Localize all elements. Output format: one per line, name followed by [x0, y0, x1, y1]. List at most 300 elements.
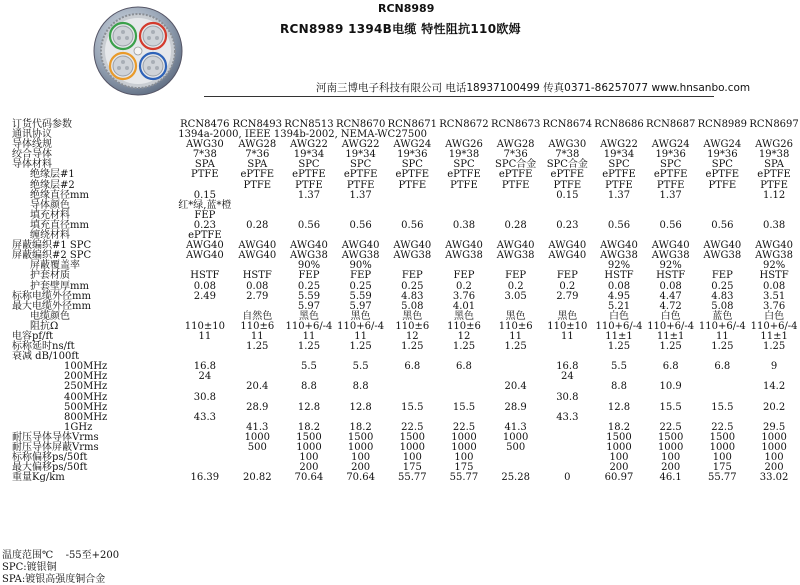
table-cell: 0 — [564, 472, 571, 484]
row-label: 填充材料 — [30, 209, 70, 221]
table-row — [12, 403, 800, 413]
table-cell: SPC — [608, 159, 630, 171]
table-cell: AWG24 — [393, 139, 432, 151]
row-label: 屏蔽覆盖率 — [30, 260, 80, 272]
table-cell: AWG26 — [445, 139, 483, 151]
table-cell: AWG38 — [755, 250, 793, 262]
table-cell: SPC — [401, 159, 423, 171]
table-cell: 110±10 — [184, 320, 225, 332]
table-row — [12, 201, 800, 211]
table-cell: PTFE — [243, 179, 272, 191]
table-cell — [386, 201, 438, 211]
table-cell: 29.5 — [762, 421, 786, 433]
table-cell: 33.02 — [759, 472, 789, 484]
table-cell — [645, 201, 697, 211]
row-label: 导体线规 — [12, 139, 52, 151]
table-cell: AWG40 — [238, 250, 277, 262]
table-cell: 0.15 — [556, 189, 579, 201]
table-cell: 白色 — [660, 310, 681, 322]
table-cell: HSTF — [190, 270, 220, 282]
table-cell: FEP — [453, 270, 475, 282]
table-cell: AWG40 — [341, 240, 380, 252]
table-cell — [386, 191, 438, 201]
table-cell: 11 — [560, 330, 574, 342]
table-cell: 2.79 — [556, 290, 579, 302]
table-cell: 5.08 — [401, 300, 424, 312]
table-cell: 200 — [299, 462, 319, 474]
row-label: 绝缘直径mm — [30, 189, 89, 201]
table-cell: 0.23 — [193, 219, 216, 231]
table-cell: 6.8 — [404, 361, 421, 373]
table-cell — [386, 372, 438, 382]
table-cell: ePTFE — [240, 169, 275, 181]
table-cell: 1.25 — [659, 341, 682, 353]
table-cell: PTFE — [501, 179, 530, 191]
table-cell: 110±10 — [547, 320, 588, 332]
table-cell: 15.5 — [401, 401, 424, 413]
table-cell: 3.51 — [762, 290, 786, 302]
table-cell: 4.72 — [659, 300, 682, 312]
header-divider — [204, 96, 714, 97]
table-row — [12, 362, 800, 372]
table-cell: ePTFE — [653, 169, 688, 181]
table-cell: 1.25 — [711, 341, 734, 353]
table-cell: 92% — [607, 260, 631, 272]
table-cell — [178, 423, 231, 433]
table-cell: 20.82 — [242, 472, 272, 484]
table-cell: ePTFE — [447, 169, 481, 181]
row-label: 800MHz — [64, 411, 108, 423]
table-cell: 100 — [661, 452, 681, 464]
table-cell: AWG38 — [703, 250, 742, 262]
table-cell: HSTF — [656, 270, 686, 282]
table-cell: PTFE — [656, 179, 685, 191]
table-cell: 0.08 — [607, 280, 631, 292]
table-cell: 16.8 — [556, 361, 579, 373]
table-cell: 0.56 — [349, 219, 372, 231]
table-cell: PTFE — [760, 179, 788, 191]
table-cell: FEP — [350, 270, 372, 282]
table-cell: 7*36 — [503, 149, 528, 161]
table-cell: 1.25 — [452, 341, 476, 353]
table-cell: 28.9 — [504, 401, 527, 413]
product-code: RCN8989 — [378, 2, 435, 15]
table-cell: AWG40 — [548, 250, 587, 262]
table-cell: 25.28 — [501, 472, 530, 484]
table-cell: 110+6/-4 — [647, 320, 695, 332]
table-cell: 92% — [659, 260, 682, 272]
table-cell: AWG40 — [548, 240, 587, 252]
table-cell: 1.37 — [297, 189, 321, 201]
table-cell: 55.77 — [397, 472, 427, 484]
table-cell: 0.25 — [297, 280, 321, 292]
table-cell: FEP — [505, 270, 527, 282]
table-cell: ePTFE — [292, 169, 326, 181]
table-cell: 1000 — [502, 431, 529, 443]
table-row — [12, 221, 800, 231]
table-cell: 41.3 — [504, 421, 527, 433]
note-spa: SPA:镀银高强度铜合金 — [2, 574, 106, 585]
table-cell: ePTFE — [188, 230, 222, 242]
table-cell: 蓝色 — [712, 310, 733, 322]
table-cell: 19*34 — [603, 149, 635, 161]
table-cell: 5.97 — [349, 300, 372, 312]
row-label: 1GHz — [64, 421, 93, 433]
table-cell: 110+6/-4 — [337, 320, 385, 332]
row-label: 电容pf/ft — [12, 330, 54, 342]
table-cell: 2.79 — [246, 290, 269, 302]
table-cell: AWG38 — [600, 250, 638, 262]
table-cell: AWG40 — [703, 240, 742, 252]
table-cell: 5.97 — [297, 300, 321, 312]
table-cell: 30.8 — [556, 391, 579, 403]
table-cell: AWG28 — [238, 139, 277, 151]
table-cell: AWG30 — [185, 139, 224, 151]
table-cell: 0.2 — [456, 280, 472, 292]
temperature-value: -55至+200 — [65, 550, 120, 561]
table-cell: 22.5 — [401, 421, 424, 433]
table-cell: SPC — [298, 159, 320, 171]
table-cell: 1500 — [606, 431, 632, 443]
table-cell: 4.47 — [659, 290, 682, 302]
table-cell: 90% — [297, 260, 321, 272]
table-cell: 4.83 — [401, 290, 424, 302]
table-row — [12, 382, 800, 392]
table-cell: 22.5 — [711, 421, 734, 433]
table-cell: 7*38 — [192, 149, 217, 161]
table-cell: AWG38 — [445, 250, 483, 262]
table-row — [12, 181, 800, 191]
table-cell: 0.08 — [193, 280, 216, 292]
table-cell: 8.8 — [301, 381, 317, 393]
table-cell: RCN8989 — [697, 119, 748, 130]
table-cell: AWG24 — [651, 139, 690, 151]
table-cell: 0.28 — [504, 219, 527, 231]
table-cell: RCN8476 — [180, 119, 230, 130]
table-row — [12, 372, 800, 382]
table-cell: 20.4 — [246, 381, 269, 393]
table-row — [12, 473, 800, 483]
table-cell: AWG40 — [185, 250, 224, 262]
table-cell: AWG40 — [290, 240, 328, 252]
table-cell: 1000 — [244, 431, 271, 443]
table-cell: 70.64 — [294, 472, 324, 484]
table-cell: AWG30 — [548, 139, 587, 151]
table-cell: 19*36 — [397, 149, 428, 161]
table-cell: 200 — [661, 462, 681, 474]
table-cell: 22.5 — [659, 421, 682, 433]
table-cell: 19*38 — [448, 149, 480, 161]
table-cell — [178, 453, 231, 463]
table-cell: SPA — [247, 159, 268, 171]
table-cell — [541, 423, 593, 433]
table-cell: 11 — [198, 330, 212, 342]
table-cell: 1.25 — [246, 341, 269, 353]
table-cell: 1000 — [451, 431, 477, 443]
pair-blue — [140, 53, 166, 79]
spec-table — [12, 120, 800, 483]
table-cell: 19*34 — [293, 149, 325, 161]
table-cell — [386, 382, 438, 392]
table-cell: 19*38 — [758, 149, 790, 161]
table-cell: 1.25 — [297, 341, 321, 353]
table-cell: 1500 — [709, 431, 736, 443]
table-cell — [697, 372, 749, 382]
table-cell: PTFE — [191, 169, 219, 181]
table-cell: 1000 — [709, 442, 736, 453]
table-cell — [490, 362, 542, 372]
table-cell — [438, 191, 490, 201]
table-cell: 20.4 — [504, 381, 527, 393]
table-cell: 0.56 — [711, 219, 734, 231]
table-cell: HSTF — [759, 270, 789, 282]
table-cell — [231, 453, 283, 463]
temperature-label: 温度范围℃ — [2, 550, 54, 561]
table-cell: 1000 — [761, 442, 787, 453]
table-cell: PTFE — [398, 179, 427, 191]
table-cell: 9 — [770, 361, 778, 373]
table-cell: AWG40 — [185, 240, 224, 252]
table-cell: 2.49 — [193, 290, 216, 302]
table-cell — [541, 201, 593, 211]
row-label: 400MHz — [64, 391, 108, 403]
table-cell: 0.08 — [246, 280, 269, 292]
table-cell — [438, 201, 490, 211]
table-cell: RCN8687 — [645, 119, 696, 130]
table-cell: 4.01 — [452, 300, 476, 312]
note-spc: SPC:镀银铜 — [2, 562, 57, 573]
table-cell: RCN8674 — [542, 119, 593, 130]
row-label: 标称延时ns/ft — [12, 341, 75, 353]
table-cell: 1000 — [657, 442, 684, 453]
table-cell: 1.37 — [659, 189, 682, 201]
row-label: 屏蔽编织#1 SPC — [12, 240, 92, 252]
table-cell: 4.83 — [711, 290, 734, 302]
table-cell: AWG38 — [651, 250, 690, 262]
row-label: 250MHz — [64, 381, 108, 393]
table-cell: AWG40 — [238, 240, 277, 252]
table-cell: 1000 — [451, 442, 477, 453]
table-cell — [178, 443, 231, 453]
table-cell: 175 — [454, 462, 474, 474]
table-cell: AWG40 — [600, 240, 638, 252]
table-cell: 200 — [609, 462, 629, 474]
table-cell: 7*36 — [245, 149, 270, 161]
table-cell: 0.08 — [659, 280, 682, 292]
pair-green — [110, 23, 136, 49]
table-cell: 92% — [762, 260, 786, 272]
table-cell: AWG24 — [703, 139, 742, 151]
table-cell — [697, 382, 749, 392]
row-label: 电缆颜色 — [30, 310, 70, 322]
table-cell: 15.5 — [659, 401, 682, 413]
table-cell: 0.25 — [711, 280, 734, 292]
pair-orange — [110, 53, 136, 79]
table-cell: AWG40 — [445, 240, 483, 252]
table-cell: 1.25 — [762, 341, 786, 353]
row-label: 阻抗Ω — [30, 320, 59, 332]
table-cell — [748, 201, 800, 211]
table-cell: AWG22 — [341, 139, 380, 151]
table-cell: 200 — [764, 462, 784, 474]
table-cell: ePTFE — [395, 169, 430, 181]
row-label: 最大电缆外径mm — [12, 300, 91, 312]
row-label: 绞合导体 — [12, 149, 52, 161]
table-cell: 白色 — [764, 310, 785, 322]
table-cell: AWG26 — [755, 139, 793, 151]
table-cell: PTFE — [605, 179, 633, 191]
table-cell: 3.76 — [762, 300, 786, 312]
table-cell: 500 — [506, 442, 526, 453]
table-cell: RCN8697 — [749, 119, 799, 130]
table-cell — [541, 342, 593, 352]
table-cell: 12.8 — [607, 401, 631, 413]
row-label: 100MHz — [64, 361, 108, 373]
table-cell: 110±6 — [447, 320, 481, 332]
table-cell: RCN8673 — [490, 119, 541, 130]
table-cell — [283, 201, 335, 211]
table-cell: 5.5 — [352, 361, 369, 373]
table-cell: 43.3 — [193, 411, 216, 423]
table-cell: HSTF — [604, 270, 634, 282]
table-cell: 110+6/-4 — [698, 320, 746, 332]
table-cell: 4.95 — [607, 290, 631, 302]
table-cell: AWG40 — [496, 240, 535, 252]
table-cell: RCN8513 — [284, 119, 334, 130]
table-cell: 24 — [198, 371, 212, 383]
table-cell: 黑色 — [505, 310, 526, 322]
table-cell: 43.3 — [556, 411, 579, 423]
table-cell: 55.77 — [449, 472, 479, 484]
table-cell: 15.5 — [452, 401, 476, 413]
table-cell: 110+6/-4 — [285, 320, 333, 332]
table-cell: 1000 — [296, 442, 322, 453]
table-cell — [178, 302, 231, 312]
table-cell: ePTFE — [498, 169, 533, 181]
table-cell: 1.25 — [607, 341, 631, 353]
table-cell: 红*绿,蓝*橙 — [178, 199, 232, 211]
table-cell: AWG28 — [496, 139, 535, 151]
table-cell: 19*36 — [655, 149, 686, 161]
table-cell: 110±6 — [395, 320, 430, 332]
table-cell: 24 — [560, 371, 574, 383]
row-label: 绝缘层#2 — [30, 179, 75, 191]
table-cell: 5.59 — [297, 290, 321, 302]
table-cell: 1.37 — [607, 189, 631, 201]
table-cell: AWG38 — [496, 250, 535, 262]
table-row — [12, 191, 800, 201]
table-cell: 1.25 — [504, 341, 527, 353]
table-cell: 10.9 — [659, 381, 682, 393]
table-cell: 0.38 — [452, 219, 476, 231]
table-cell: 11 — [354, 330, 367, 342]
table-cell: 18.2 — [607, 421, 631, 433]
table-cell: 3.76 — [452, 290, 476, 302]
table-cell: 19*36 — [707, 149, 738, 161]
table-cell — [490, 201, 542, 211]
table-cell: 11±1 — [605, 330, 633, 342]
table-cell: 0.25 — [349, 280, 372, 292]
protocol-cell: 1394a-2000, IEEE 1394b-2002, NEMA-WC27500 — [178, 129, 428, 141]
table-cell: FEP — [401, 270, 423, 282]
row-label: 通讯协议 — [12, 129, 52, 141]
row-label: 绝缘层#1 — [30, 169, 75, 181]
table-cell — [438, 382, 490, 392]
table-cell: RCN8686 — [594, 119, 644, 130]
table-cell: 100 — [712, 452, 732, 464]
table-cell: 0.25 — [401, 280, 424, 292]
pair-red — [140, 23, 166, 49]
table-cell: AWG38 — [393, 250, 432, 262]
table-cell: SPC — [350, 159, 372, 171]
table-cell: AWG38 — [341, 250, 380, 262]
row-label: 标称偏移ps/50ft — [12, 452, 88, 464]
table-cell: FEP — [194, 209, 216, 221]
table-cell: FEP — [556, 270, 578, 282]
table-cell: 28.9 — [246, 401, 269, 413]
table-cell: 6.8 — [714, 361, 731, 373]
table-cell: 11 — [509, 330, 523, 342]
table-cell: SPC合金 — [495, 159, 537, 171]
table-cell: 11 — [715, 330, 729, 342]
table-cell — [541, 443, 593, 453]
table-cell: 110±6 — [240, 320, 275, 332]
table-cell: ePTFE — [602, 169, 636, 181]
table-cell: 100 — [609, 452, 629, 464]
table-cell — [178, 433, 231, 443]
table-cell: 12 — [405, 330, 419, 342]
row-label: 重量Kg/km — [12, 472, 65, 484]
table-cell: 黑色 — [402, 310, 423, 322]
table-cell: 5.5 — [611, 361, 627, 373]
table-cell: 0.56 — [297, 219, 321, 231]
table-cell: 1.37 — [349, 189, 372, 201]
table-cell — [541, 453, 593, 463]
table-cell: 110±6 — [498, 320, 533, 332]
table-cell: 100 — [351, 452, 371, 464]
table-cell — [231, 191, 283, 201]
table-cell — [231, 352, 283, 362]
table-cell: 3.05 — [504, 290, 527, 302]
table-cell: ePTFE — [705, 169, 740, 181]
table-cell: 11 — [302, 330, 316, 342]
table-cell: 1000 — [399, 442, 426, 453]
table-cell — [231, 362, 283, 372]
table-cell: 70.64 — [346, 472, 375, 484]
row-label: 导体颜色 — [30, 199, 70, 211]
table-cell: 12.8 — [349, 401, 372, 413]
table-cell: 黑色 — [350, 310, 371, 322]
table-cell: 1500 — [657, 431, 684, 443]
table-cell — [335, 201, 387, 211]
table-cell: PTFE — [295, 179, 323, 191]
table-cell: ePTFE — [757, 169, 791, 181]
table-cell: 黑色 — [298, 310, 319, 322]
table-cell — [231, 201, 283, 211]
table-cell: 8.8 — [352, 381, 369, 393]
table-cell: AWG22 — [600, 139, 638, 151]
table-cell: 20.2 — [762, 401, 786, 413]
table-cell: 110+6/-4 — [595, 320, 643, 332]
table-cell: 60.97 — [604, 472, 634, 484]
table-cell: 0.56 — [401, 219, 424, 231]
table-cell: 8.8 — [611, 381, 627, 393]
table-cell — [697, 191, 749, 201]
page-title: RCN8989 1394B电缆 特性阻抗110欧姆 — [280, 22, 521, 36]
table-cell: 200 — [351, 462, 371, 474]
table-cell: 7*38 — [555, 149, 580, 161]
table-cell: 16.39 — [190, 472, 220, 484]
